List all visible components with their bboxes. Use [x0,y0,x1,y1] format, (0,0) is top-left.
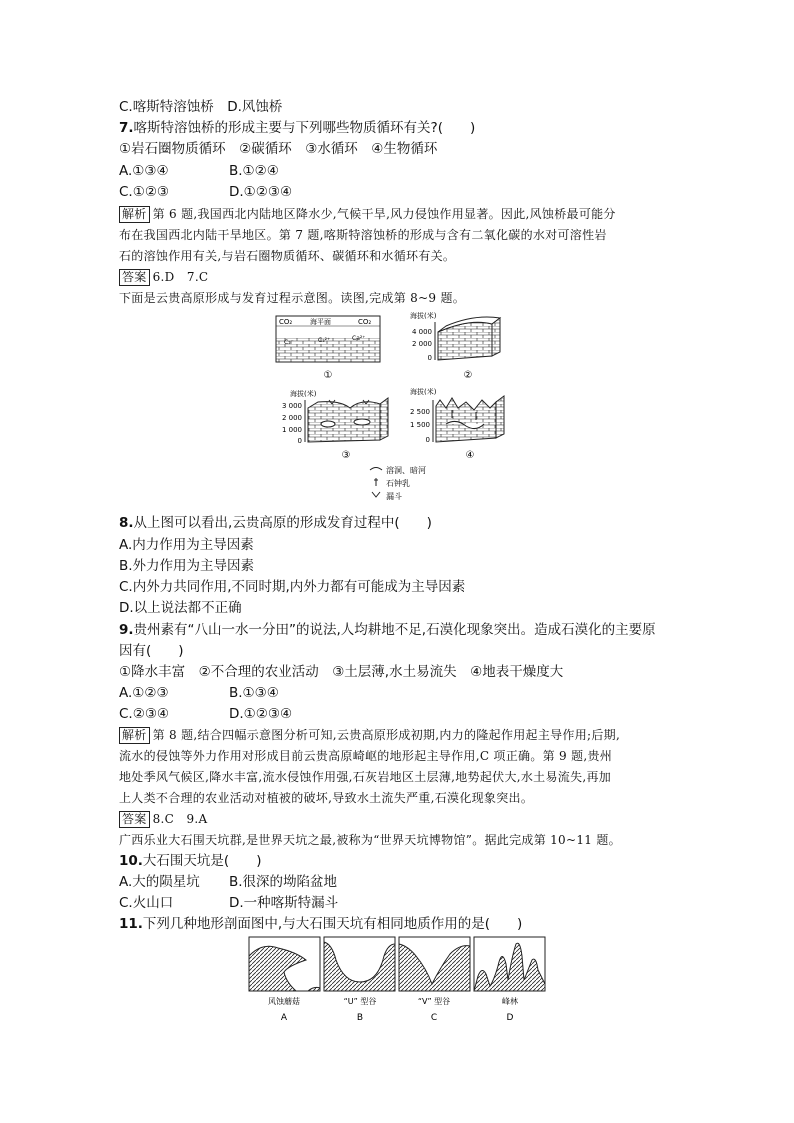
profile-c-name: “V” 型谷 [417,997,451,1006]
ion-label-2: C₃²⁺ [318,337,331,344]
stalactite-symbol-icon [374,478,378,486]
question-number: 7. [119,120,134,136]
q9-options-ab [119,683,279,703]
panel-3-tick: 1 000 [281,426,302,434]
panel-2-tick: 0 [427,354,432,362]
q7-items: ①岩石圈物质循环 ②碳循环 ③水循环 ④生物循环 [119,141,438,157]
profile-a-name: 风蚀蘑菇 [268,997,300,1006]
option-a: A.①③④ [119,163,169,179]
q9-options-cd [119,704,292,724]
option-b: B.很深的坳陷盆地 [229,874,338,890]
figure-legend [370,465,426,501]
q8-option-d: D.以上说法都不正确 [119,600,242,616]
answer-text: 8.C 9.A [152,812,208,826]
landform-profiles-figure [248,936,548,1028]
profile-c [399,937,470,1023]
option-d: D.①②③④ [229,184,293,200]
panel-4-tick: 2 500 [409,408,430,416]
analysis-2-line1 [119,725,620,745]
option-a: A.①②③ [119,685,169,701]
analysis-tag: 解析 [119,206,150,223]
q6-option-line: C.喀斯特溶蚀桥 D.风蚀桥 [119,99,283,115]
intro-10-11: 广西乐业大石围天坑群,是世界天坑之最,被称为“世界天坑博物馆”。据此完成第 10~11 题。 [119,833,621,847]
panel-4-ylabel: 海拔(米) [410,388,437,396]
profile-a-letter: A [280,1013,288,1023]
panel-4 [410,387,504,461]
question-11 [119,914,522,934]
panel-4-tick: 1 500 [409,421,430,429]
profile-b [324,937,395,1023]
panel-2 [410,311,500,381]
analysis-1-line2: 布在我国西北内陆干旱地区。第 7 题,喀斯特溶蚀桥的形成与含有二氧化碳的水对可溶性岩 [119,228,607,242]
co2-right-label: CO₂ [358,318,372,326]
q10-options-cd [119,893,338,913]
question-9-line1 [119,620,656,640]
question-text: 大石围天坑是( ) [142,853,262,869]
question-number: 10. [119,853,143,869]
question-8 [119,513,432,533]
panel-4-label: ④ [465,450,475,461]
intro-8-9: 下面是云贵高原形成与发育过程示意图。读图,完成第 8~9 题。 [119,291,466,305]
panel-2-tick: 2 000 [411,340,432,348]
question-7 [119,118,475,138]
ion-label-3: Ca²⁺ [352,335,366,342]
question-text: 喀斯特溶蚀桥的形成主要与下列哪些物质循环有关?( ) [133,120,476,136]
answer-tag: 答案 [119,269,150,286]
panel-1 [276,316,380,381]
legend-cave-label: 溶洞、暗河 [386,466,426,475]
answer-1 [119,267,208,287]
analysis-text: 第 8 题,结合四幅示意图分析可知,云贵高原形成初期,内力的隆起作用起主导作用;后期, [152,728,621,742]
legend-sinkhole-label: 漏斗 [386,492,402,501]
option-c: C.②③④ [119,706,170,722]
panel-3 [282,389,388,461]
q10-options-ab [119,872,337,892]
analysis-1-line1 [119,204,616,224]
question-number: 9. [119,622,134,638]
q8-option-a: A.内力作用为主导因素 [119,537,254,553]
plateau-process-figure [270,308,530,508]
answer-text: 6.D 7.C [152,270,209,284]
option-d: D.①②③④ [229,706,293,722]
panel-2-ylabel: 海拔(米) [410,312,437,320]
sinkhole-symbol-icon [372,492,380,497]
analysis-1-line3: 石的溶蚀作用有关,与岩石圈物质循环、碳循环和水循环有关。 [119,249,456,263]
q7-options-ab [119,161,279,181]
analysis-2-line3: 地处季风气候区,降水丰富,流水侵蚀作用强,石灰岩地区土层薄,地势起伏大,水土易流失,再加 [119,770,612,784]
panel-2-label: ② [463,370,473,381]
cave-symbol-icon [370,468,382,471]
panel-3-tick: 0 [297,437,302,445]
profile-d-letter: D [506,1013,514,1023]
analysis-2-line4: 上人类不合理的农业活动对植被的破坏,导致水土流失严重,石漠化现象突出。 [119,791,534,805]
panel-2-tick: 4 000 [411,328,432,336]
q9-items: ①降水丰富 ②不合理的农业活动 ③土层薄,水土易流失 ④地表干燥度大 [119,664,564,680]
profile-b-letter: B [356,1013,364,1023]
panel-3-ylabel: 海拔(米) [290,390,317,398]
question-number: 8. [119,515,134,531]
profile-b-name: “U” 型谷 [343,997,377,1006]
panel-3-label: ③ [341,450,351,461]
ion-label-1: C₂⁻ [284,339,294,346]
legend-stalactite-label: 石钟乳 [386,479,410,488]
profile-c-letter: C [430,1013,438,1023]
question-text: 贵州素有“八山一水一分田”的说法,人均耕地不足,石漠化现象突出。造成石漠化的主要原 [133,622,656,638]
option-c: C.①②③ [119,184,170,200]
panel-4-tick: 0 [425,436,430,444]
sea-level-label: 海平面 [310,318,331,326]
panel-3-tick: 2 000 [281,414,302,422]
analysis-tag: 解析 [119,727,150,744]
option-a: A.大的陨星坑 [119,874,200,890]
answer-tag: 答案 [119,811,150,828]
co2-left-label: CO₂ [279,318,293,326]
profile-d [474,937,545,1023]
profile-d-name: 峰林 [502,997,518,1006]
question-text: 从上图可以看出,云贵高原的形成发育过程中( ) [133,515,432,531]
analysis-text: 第 6 题,我国西北内陆地区降水少,气候干旱,风力侵蚀作用显著。因此,风蚀桥最可能分 [152,207,616,221]
q8-option-c: C.内外力共同作用,不同时期,内外力都有可能成为主导因素 [119,579,466,595]
question-text: 下列几种地形剖面图中,与大石围天坑有相同地质作用的是( ) [142,916,523,932]
question-9-line2: 因有( ) [119,643,184,659]
q7-options-cd [119,182,292,202]
option-d: D.一种喀斯特漏斗 [229,895,339,911]
answer-2 [119,809,207,829]
analysis-2-line2: 流水的侵蚀等外力作用对形成目前云贵高原崎岖的地形起主导作用,C 项正确。第 9 题,贵州 [119,749,613,763]
q8-option-b: B.外力作用为主导因素 [119,558,255,574]
question-10 [119,851,261,871]
question-number: 11. [119,916,143,932]
option-b: B.①③④ [229,685,279,701]
profile-a [249,937,320,1023]
option-c: C.火山口 [119,895,174,911]
panel-1-label: ① [323,370,333,381]
option-b: B.①②④ [229,163,279,179]
panel-3-tick: 3 000 [281,402,302,410]
